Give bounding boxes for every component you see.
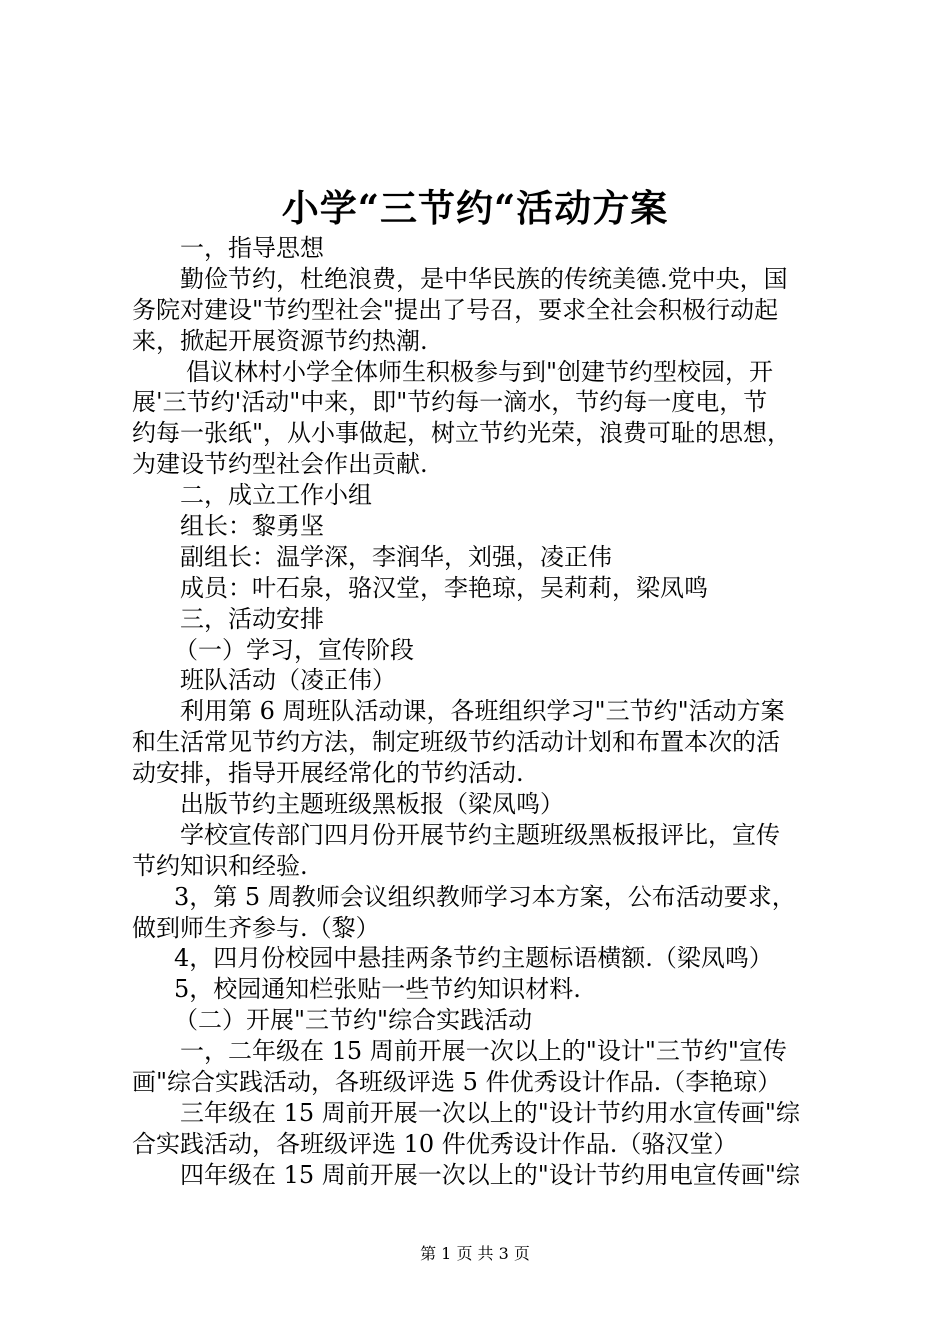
paragraph-line: 约每一张纸"，从小事做起，树立节约光荣，浪费可耻的思想， [132,419,792,448]
paragraph-line: 为建设节约型社会作出贡献. [132,450,428,479]
subheading-study-phase: （一）学习，宣传阶段 [174,635,414,664]
document-body [132,233,832,1191]
paragraph-line: 合实践活动，各班级评选 10 件优秀设计作品.（骆汉堂） [132,1129,738,1158]
paragraph-line: 做到师生齐参与.（黎） [132,913,380,942]
heading-activity-arrangement: 三，活动安排 [180,604,324,633]
paragraph-line: 利用第 6 周班队活动课，各班组织学习"三节约"活动方案 [180,697,785,726]
subheading-practice-activity: （二）开展"三节约"综合实践活动 [174,1006,533,1035]
item-heading: 班队活动（凌正伟） [180,666,396,695]
paragraph-line: 一，二年级在 15 周前开展一次以上的"设计"三节约"宣传 [180,1037,787,1066]
deputy-leaders-line: 副组长：温学深，李润华，刘强，凌正伟 [180,542,612,571]
heading-guiding-thought: 一，指导思想 [180,234,324,262]
paragraph-line: 展'三节约'活动"中来，即"节约每一滴水，节约每一度电，节 [132,388,768,417]
paragraph-line: 倡议林村小学全体师生积极参与到"创建节约型校园，开 [186,357,774,386]
item-heading: 出版节约主题班级黑板报（梁凤鸣） [180,790,564,819]
paragraph-line: 和生活常见节约方法，制定班级节约活动计划和布置本次的活 [132,728,780,757]
page-footer: 第 1 页 共 3 页 [420,1244,530,1263]
paragraph-line: 四年级在 15 周前开展一次以上的"设计节约用电宣传画"综 [180,1160,800,1189]
paragraph-line: 勤俭节约，杜绝浪费，是中华民族的传统美德.党中央，国 [180,264,788,293]
group-leader-line: 组长：黎勇坚 [180,512,324,541]
paragraph-line: 4，四月份校园中悬挂两条节约主题标语横额.（梁凤鸣） [174,944,773,973]
paragraph-line: 务院对建设"节约型社会"提出了号召，要求全社会积极行动起 [132,295,779,324]
document-title: 小学“三节约“活动方案 [281,186,669,230]
heading-working-group: 二，成立工作小组 [180,481,372,510]
paragraph-line: 画"综合实践活动，各班级评选 5 件优秀设计作品.（李艳琼） [132,1068,782,1097]
paragraph-line: 3，第 5 周教师会议组织教师学习本方案，公布活动要求， [174,882,796,911]
paragraph-line: 来，掀起开展资源节约热潮. [132,326,428,355]
paragraph-line: 动安排，指导开展经常化的节约活动. [132,759,524,788]
paragraph-line: 三年级在 15 周前开展一次以上的"设计节约用水宣传画"综 [180,1098,800,1127]
paragraph-line: 学校宣传部门四月份开展节约主题班级黑板报评比，宣传 [180,820,780,849]
paragraph-line: 5，校园通知栏张贴一些节约知识材料. [174,975,581,1004]
paragraph-line: 节约知识和经验. [132,851,308,880]
members-line: 成员：叶石泉，骆汉堂，李艳琼，吴莉莉，梁凤鸣 [180,573,708,602]
